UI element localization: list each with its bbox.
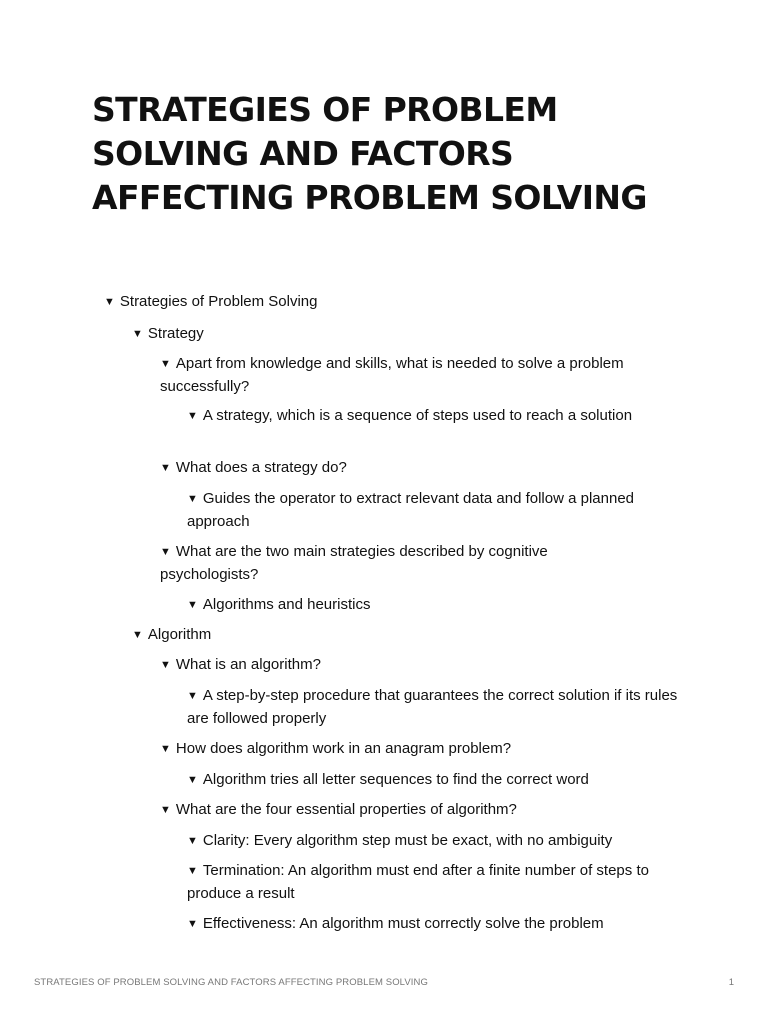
toggle-arrow-icon[interactable]: ▼ — [187, 835, 198, 847]
toggle-arrow-icon[interactable]: ▼ — [160, 462, 171, 474]
toggle-item-label: Algorithms and heuristics — [202, 596, 371, 613]
toggle-item-label: A step-by-step procedure that guarantees the correct solution if its rules are followed properly — [187, 687, 678, 727]
toggle-item-strategy[interactable] — [132, 323, 684, 346]
toggle-arrow-icon[interactable]: ▼ — [132, 328, 143, 340]
toggle-item-label: What does a strategy do? — [175, 459, 347, 476]
toggle-item-question[interactable] — [160, 541, 620, 586]
toggle-item-property[interactable] — [187, 830, 687, 853]
toggle-arrow-icon[interactable]: ▼ — [104, 296, 115, 308]
toggle-item-label: What are the two main strategies described by cognitive psychologists? — [160, 543, 548, 583]
toggle-item-property[interactable] — [187, 913, 687, 936]
toggle-item-question[interactable] — [160, 799, 684, 822]
toggle-item-label: Apart from knowledge and skills, what is needed to solve a problem successfully? — [160, 355, 624, 395]
toggle-item-question[interactable] — [160, 654, 684, 677]
toggle-arrow-icon[interactable]: ▼ — [187, 493, 198, 505]
toggle-item-label: Strategies of Problem Solving — [119, 293, 318, 310]
toggle-item-question[interactable] — [160, 457, 684, 480]
toggle-item-label: Algorithm — [147, 626, 212, 643]
toggle-arrow-icon[interactable]: ▼ — [160, 546, 171, 558]
toggle-arrow-icon[interactable]: ▼ — [132, 629, 143, 641]
footer-running-title: STRATEGIES OF PROBLEM SOLVING AND FACTORS AFFECTING PROBLEM SOLVING — [34, 977, 428, 988]
toggle-item-label: Termination: An algorithm must end after a finite number of steps to produce a result — [187, 862, 649, 902]
toggle-item-algorithm[interactable] — [132, 624, 684, 647]
toggle-item-label: A strategy, which is a sequence of steps used to reach a solution — [202, 407, 633, 424]
toggle-item-label: What is an algorithm? — [175, 656, 321, 673]
toggle-arrow-icon[interactable]: ▼ — [160, 743, 171, 755]
toggle-arrow-icon[interactable]: ▼ — [160, 358, 171, 370]
toggle-item-label: Effectiveness: An algorithm must correctly solve the problem — [202, 915, 604, 932]
toggle-item-label: Strategy — [147, 325, 204, 342]
toggle-arrow-icon[interactable]: ▼ — [187, 865, 198, 877]
page-title: STRATEGIES OF PROBLEM SOLVING AND FACTORS AFFECTING PROBLEM SOLVING — [92, 90, 647, 217]
toggle-item-label: Clarity: Every algorithm step must be exact, with no ambiguity — [202, 832, 613, 849]
toggle-item-property[interactable] — [187, 860, 657, 905]
toggle-item-question[interactable] — [160, 353, 684, 398]
toggle-arrow-icon[interactable]: ▼ — [160, 804, 171, 816]
toggle-item-answer[interactable] — [187, 685, 687, 730]
toggle-arrow-icon[interactable]: ▼ — [187, 599, 198, 611]
toggle-arrow-icon[interactable]: ▼ — [187, 774, 198, 786]
toggle-item-label: What are the four essential properties of algorithm? — [175, 801, 517, 818]
toggle-arrow-icon[interactable]: ▼ — [160, 659, 171, 671]
toggle-item-strategies-of-problem-solving[interactable] — [104, 291, 684, 314]
toggle-item-label: Guides the operator to extract relevant data and follow a planned approach — [187, 490, 635, 530]
toggle-item-answer[interactable] — [187, 488, 657, 533]
toggle-item-answer[interactable] — [187, 594, 657, 617]
toggle-item-answer[interactable] — [187, 769, 687, 792]
footer-page-number: 1 — [728, 977, 734, 988]
toggle-arrow-icon[interactable]: ▼ — [187, 410, 198, 422]
toggle-item-answer[interactable] — [187, 405, 657, 428]
toggle-arrow-icon[interactable]: ▼ — [187, 690, 198, 702]
toggle-item-label: Algorithm tries all letter sequences to find the correct word — [202, 771, 589, 788]
toggle-arrow-icon[interactable]: ▼ — [187, 918, 198, 930]
toggle-item-question[interactable] — [160, 738, 684, 761]
toggle-item-label: How does algorithm work in an anagram problem? — [175, 740, 512, 757]
